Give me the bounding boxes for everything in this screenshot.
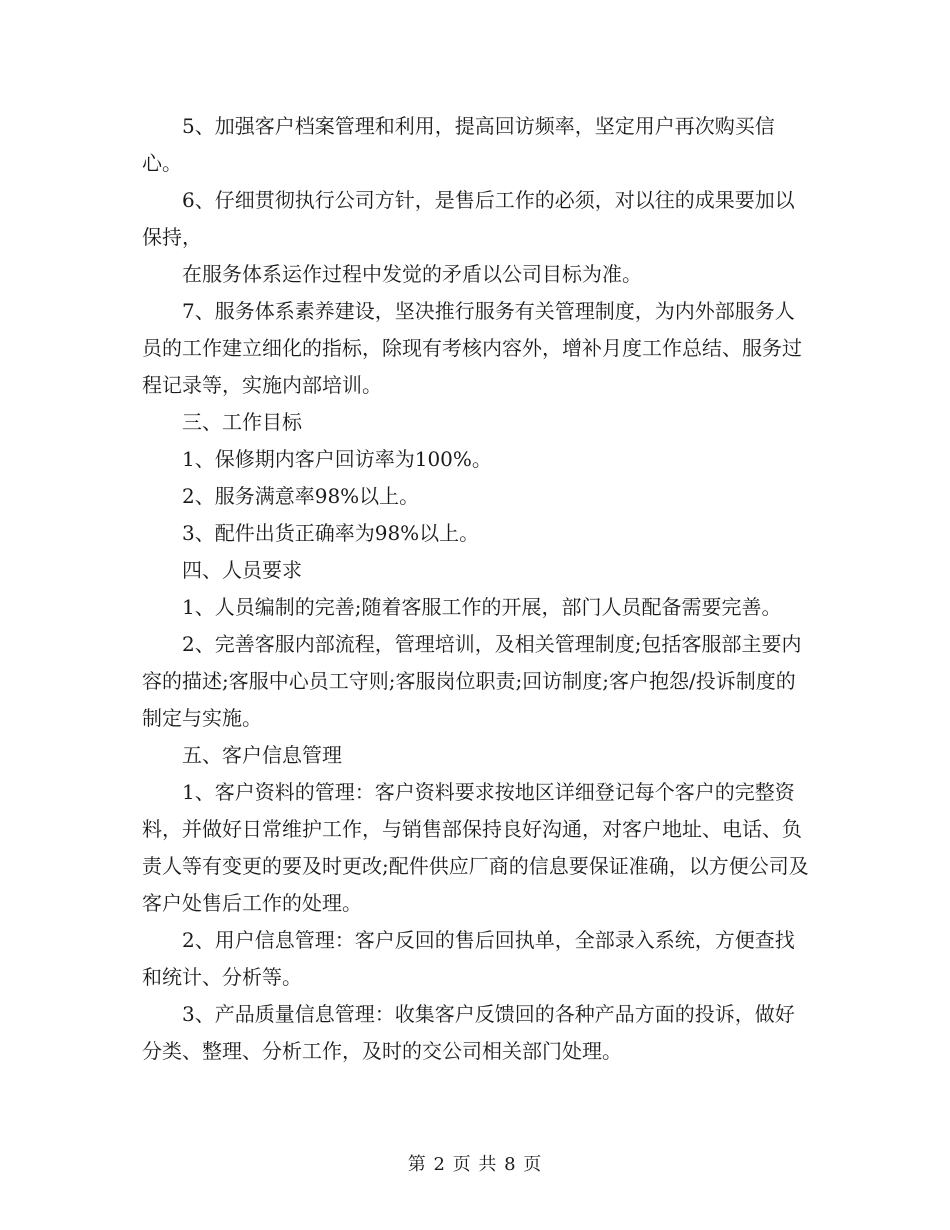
goal-item-1: 1、保修期内客户回访率为100%。 [182, 447, 492, 471]
goal-item-3: 3、配件出货正确率为98%以上。 [182, 521, 480, 545]
customer-info-item-2: 2、用户信息管理：客户反回的售后回执单，全部录入系统，方便查找和统计、分析等。 [142, 928, 795, 989]
staff-item-1: 1、人员编制的完善;随着客服工作的开展，部门人员配备需要完善。 [182, 595, 782, 619]
paragraph-item-6: 6、仔细贯彻执行公司方针，是售后工作的必须，对以往的成果要加以保持， [142, 188, 795, 249]
paragraph-item-7: 7、服务体系素养建设，坚决推行服务有关管理制度，为内外部服务人员的工作建立细化的指标，除现有考核内容外，增补月度工作总结、服务过程记录等，实施内部培训。 [142, 299, 802, 397]
section-heading-customer-info: 五、客户信息管理 [182, 743, 342, 767]
section-heading-staff-requirements: 四、人员要求 [182, 558, 302, 582]
section-heading-work-goals: 三、工作目标 [182, 410, 302, 434]
goal-item-2: 2、服务满意率98%以上。 [182, 484, 420, 508]
paragraph-item-6-continuation: 在服务体系运作过程中发觉的矛盾以公司目标为准。 [182, 262, 642, 286]
page-footer: 第 2 页 共 8 页 [407, 1154, 543, 1175]
customer-info-item-1: 1、客户资料的管理：客户资料要求按地区详细登记每个客户的完整资料，并做好日常维护工作，与销售部保持良好沟通，对客户地址、电话、负责人等有变更的要及时更改;配件供应厂商的信息要保证准确，以方便公司及客户处售后工作的处理。 [142, 780, 809, 915]
customer-info-item-3: 3、产品质量信息管理：收集客户反馈回的各种产品方面的投诉，做好分类、整理、分析工作，及时的交公司相关部门处理。 [142, 1002, 795, 1063]
paragraph-item-5: 5、加强客户档案管理和利用，提高回访频率，坚定用户再次购买信心。 [142, 114, 775, 175]
document-body [142, 108, 812, 1070]
staff-item-2: 2、完善客服内部流程，管理培训，及相关管理制度;包括客服部主要内容的描述;客服中心员工守则;客服岗位职责;回访制度;客户抱怨/投诉制度的制定与实施。 [142, 632, 802, 730]
